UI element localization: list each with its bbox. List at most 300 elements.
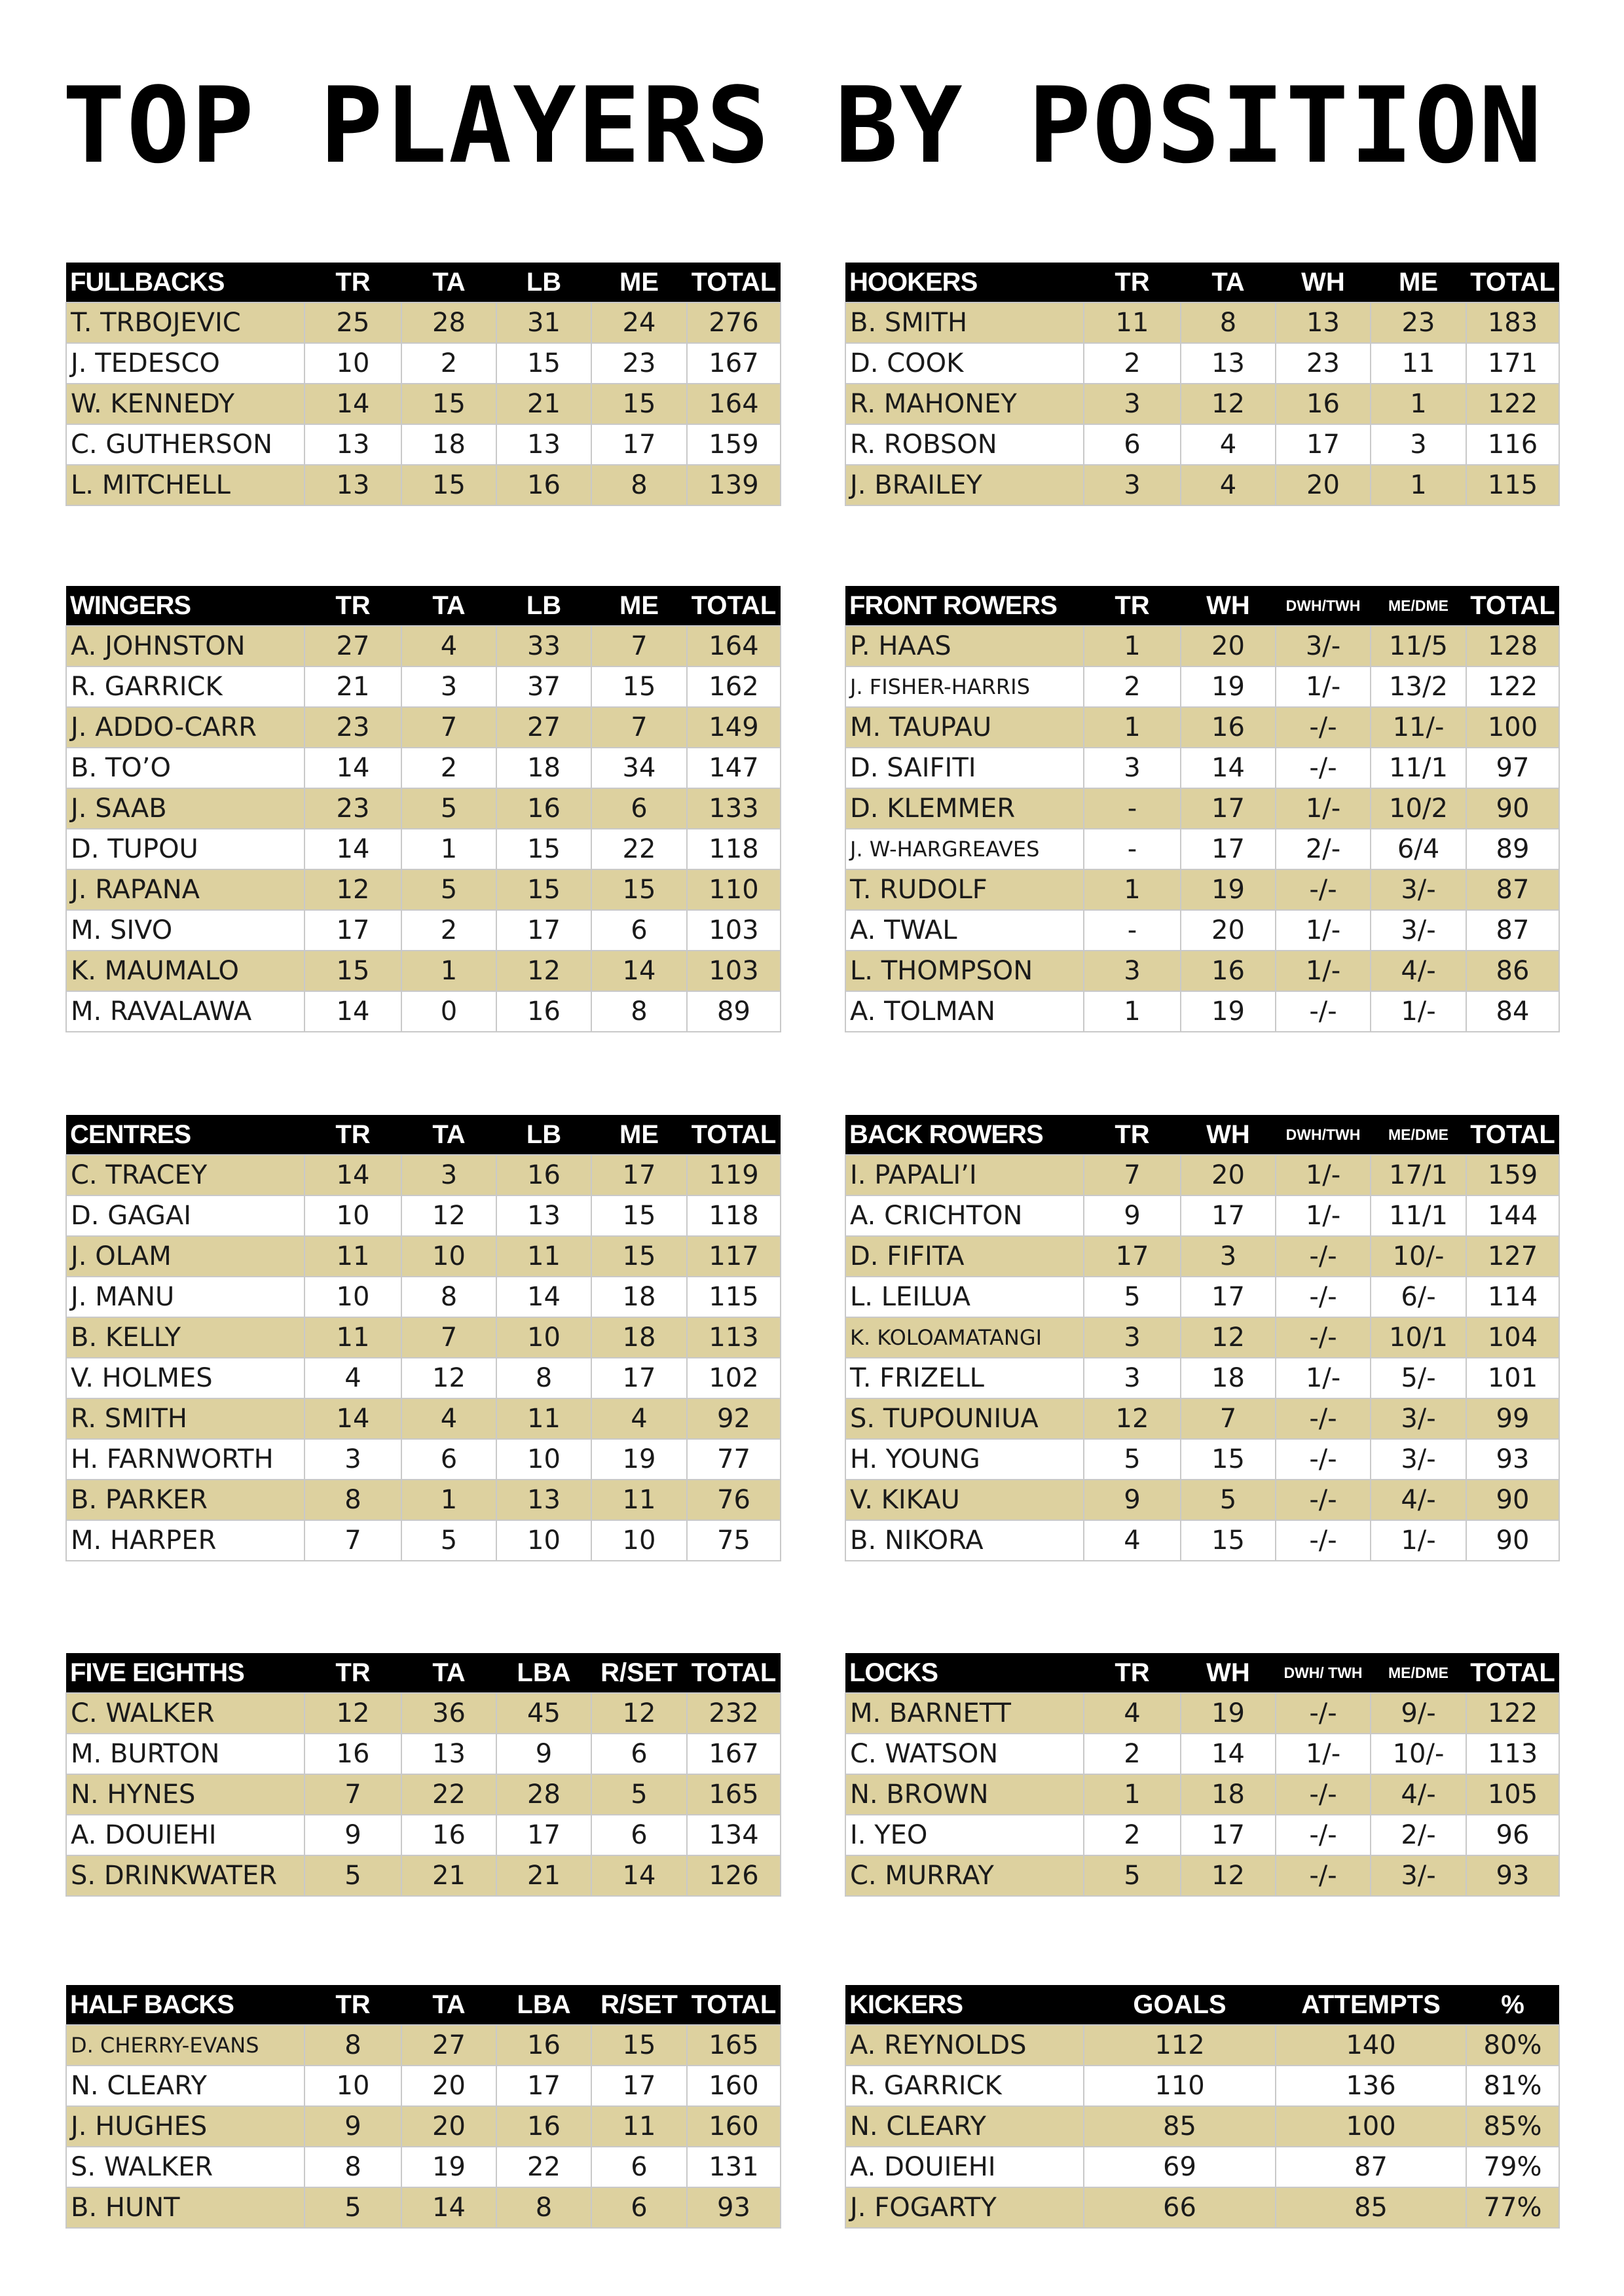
stat-cell: 20 xyxy=(1181,626,1276,666)
player-name: B. SMITH xyxy=(845,302,1084,343)
stat-cell: 6/4 xyxy=(1371,829,1466,869)
table-row xyxy=(66,1815,781,1855)
stat-cell: 17 xyxy=(591,2066,687,2106)
stat-cell: 17 xyxy=(1181,1195,1276,1236)
stat-cell: 17 xyxy=(1181,1277,1276,1317)
stat-cell: 171 xyxy=(1466,343,1559,384)
player-name: V. KIKAU xyxy=(845,1480,1084,1520)
stat-cell: 113 xyxy=(1466,1734,1559,1774)
player-name: J. ADDO-CARR xyxy=(66,707,304,748)
stat-cell: 69 xyxy=(1084,2147,1276,2187)
stat-cell: 232 xyxy=(687,1693,781,1734)
stat-cell: 1 xyxy=(1084,869,1181,910)
stat-cell: 24 xyxy=(591,302,687,343)
stat-cell: 22 xyxy=(591,829,687,869)
stat-cell: 1/- xyxy=(1276,1734,1371,1774)
player-name: T. RUDOLF xyxy=(845,869,1084,910)
stat-cell: 118 xyxy=(687,829,781,869)
stat-cell: 93 xyxy=(1466,1439,1559,1480)
stat-cell: 23 xyxy=(304,707,401,748)
stat-cell: 85% xyxy=(1466,2106,1559,2147)
table-row xyxy=(845,1520,1559,1561)
player-name: C. GUTHERSON xyxy=(66,424,304,465)
stat-cell: 8 xyxy=(304,1480,401,1520)
stat-cell: 76 xyxy=(687,1480,781,1520)
column-header: LB xyxy=(496,263,591,302)
stat-cell: 17 xyxy=(591,1155,687,1195)
stat-cell: 16 xyxy=(304,1734,401,1774)
stat-cell: 12 xyxy=(401,1195,496,1236)
player-name: N. BROWN xyxy=(845,1774,1084,1815)
stat-cell: 10 xyxy=(496,1439,591,1480)
stat-cell: 1 xyxy=(1084,991,1181,1032)
stat-cell: 37 xyxy=(496,666,591,707)
table-row xyxy=(66,302,781,343)
column-header: TR xyxy=(1084,1115,1181,1155)
table-row xyxy=(66,707,781,748)
player-name: C. WALKER xyxy=(66,1693,304,1734)
player-name: D. SAIFITI xyxy=(845,748,1084,788)
stat-cell: -/- xyxy=(1276,1439,1371,1480)
stat-cell: 4 xyxy=(591,1398,687,1439)
stat-cell: 33 xyxy=(496,626,591,666)
table-title: CENTRES xyxy=(66,1115,304,1155)
table-row xyxy=(66,1277,781,1317)
stat-cell: -/- xyxy=(1276,1398,1371,1439)
stat-cell: 80% xyxy=(1466,2025,1559,2066)
stat-cell: 21 xyxy=(401,1855,496,1896)
table-row xyxy=(66,1439,781,1480)
table-row xyxy=(845,1855,1559,1896)
column-header: ME xyxy=(591,586,687,626)
column-header: DWH/TWH xyxy=(1276,586,1371,626)
stat-cell: 90 xyxy=(1466,788,1559,829)
stat-cell: 4 xyxy=(1084,1693,1181,1734)
stat-cell: 5 xyxy=(401,1520,496,1561)
table-row xyxy=(66,991,781,1032)
stat-cell: 162 xyxy=(687,666,781,707)
table-row xyxy=(66,424,781,465)
stat-cell: 16 xyxy=(496,465,591,505)
stat-cell: 15 xyxy=(401,465,496,505)
player-name: S. WALKER xyxy=(66,2147,304,2187)
stat-cell: 116 xyxy=(1466,424,1559,465)
column-header: LBA xyxy=(496,1653,591,1693)
page-title: TOP PLAYERS BY POSITION xyxy=(62,64,1543,187)
table-title: FIVE EIGHTHS xyxy=(66,1653,304,1693)
stat-cell: 15 xyxy=(591,1195,687,1236)
column-header: TOTAL xyxy=(1466,1115,1559,1155)
table-row xyxy=(845,343,1559,384)
column-header: LBA xyxy=(496,1985,591,2025)
column-header: TOTAL xyxy=(687,586,781,626)
stat-cell: 92 xyxy=(687,1398,781,1439)
stat-cell: 14 xyxy=(1181,1734,1276,1774)
stat-cell: 17 xyxy=(591,1358,687,1398)
stat-cell: 0 xyxy=(401,991,496,1032)
player-name: C. MURRAY xyxy=(845,1855,1084,1896)
player-name: T. FRIZELL xyxy=(845,1358,1084,1398)
stat-cell: 13 xyxy=(304,465,401,505)
stat-cell: 2/- xyxy=(1371,1815,1466,1855)
stat-cell: 21 xyxy=(304,666,401,707)
column-header: TOTAL xyxy=(687,1985,781,2025)
stat-cell: 12 xyxy=(1181,1317,1276,1358)
table-row xyxy=(845,1155,1559,1195)
table-header-row xyxy=(845,1115,1559,1155)
stat-cell: -/- xyxy=(1276,991,1371,1032)
player-name: A. DOUIEHI xyxy=(845,2147,1084,2187)
stat-cell: 11 xyxy=(496,1236,591,1277)
table-row xyxy=(66,1520,781,1561)
player-name: J. FOGARTY xyxy=(845,2187,1084,2228)
player-name: M. TAUPAU xyxy=(845,707,1084,748)
stat-cell: 10 xyxy=(591,1520,687,1561)
table-row xyxy=(845,1815,1559,1855)
player-name: J. W-HARGREAVES xyxy=(845,829,1084,869)
stat-cell: 149 xyxy=(687,707,781,748)
stat-cell: 23 xyxy=(591,343,687,384)
table-row xyxy=(66,1480,781,1520)
stat-cell: 15 xyxy=(1181,1439,1276,1480)
stat-cell: 45 xyxy=(496,1693,591,1734)
table-row xyxy=(845,1398,1559,1439)
stat-cell: -/- xyxy=(1276,1693,1371,1734)
stat-cell: 131 xyxy=(687,2147,781,2187)
player-name: R. GARRICK xyxy=(845,2066,1084,2106)
stat-cell: 17 xyxy=(1276,424,1371,465)
stat-cell: 18 xyxy=(496,748,591,788)
player-name: R. MAHONEY xyxy=(845,384,1084,424)
stat-cell: 13 xyxy=(1276,302,1371,343)
stat-cell: 19 xyxy=(1181,1693,1276,1734)
player-name: I. PAPALI’I xyxy=(845,1155,1084,1195)
column-header: TA xyxy=(1181,263,1276,302)
table-header-row xyxy=(66,1985,781,2025)
player-name: J. OLAM xyxy=(66,1236,304,1277)
stat-cell: 10/2 xyxy=(1371,788,1466,829)
column-header: TR xyxy=(1084,263,1181,302)
stat-cell: 12 xyxy=(401,1358,496,1398)
hookers-table xyxy=(845,263,1560,506)
stat-cell: 7 xyxy=(401,1317,496,1358)
stat-cell: 115 xyxy=(1466,465,1559,505)
stat-cell: 89 xyxy=(1466,829,1559,869)
stat-cell: 28 xyxy=(496,1774,591,1815)
stat-cell: 9 xyxy=(496,1734,591,1774)
table-row xyxy=(66,748,781,788)
stat-cell: 167 xyxy=(687,1734,781,1774)
stat-cell: 1/- xyxy=(1276,788,1371,829)
table-row xyxy=(845,465,1559,505)
stat-cell: 1 xyxy=(1084,707,1181,748)
column-header: TOTAL xyxy=(1466,263,1559,302)
stat-cell: 8 xyxy=(304,2025,401,2066)
stat-cell: 101 xyxy=(1466,1358,1559,1398)
stat-cell: 4/- xyxy=(1371,951,1466,991)
player-name: J. HUGHES xyxy=(66,2106,304,2147)
player-name: T. TRBOJEVIC xyxy=(66,302,304,343)
stat-cell: 133 xyxy=(687,788,781,829)
stat-cell: 79% xyxy=(1466,2147,1559,2187)
stat-cell: 3 xyxy=(401,1155,496,1195)
stat-cell: 139 xyxy=(687,465,781,505)
player-name: P. HAAS xyxy=(845,626,1084,666)
stat-cell: 93 xyxy=(1466,1855,1559,1896)
stat-cell: - xyxy=(1084,910,1181,951)
table-row xyxy=(845,1693,1559,1734)
stat-cell: 11 xyxy=(1371,343,1466,384)
player-name: R. GARRICK xyxy=(66,666,304,707)
table-row xyxy=(845,2066,1559,2106)
stat-cell: 12 xyxy=(304,1693,401,1734)
stat-cell: 19 xyxy=(591,1439,687,1480)
stat-cell: 134 xyxy=(687,1815,781,1855)
stat-cell: 104 xyxy=(1466,1317,1559,1358)
stat-cell: 21 xyxy=(496,384,591,424)
stat-cell: 8 xyxy=(1181,302,1276,343)
stat-cell: 13 xyxy=(1181,343,1276,384)
stat-cell: 1/- xyxy=(1276,666,1371,707)
player-name: L. THOMPSON xyxy=(845,951,1084,991)
player-name: M. SIVO xyxy=(66,910,304,951)
player-name: J. BRAILEY xyxy=(845,465,1084,505)
stat-cell: 20 xyxy=(401,2066,496,2106)
stat-cell: -/- xyxy=(1276,1480,1371,1520)
stat-cell: 3 xyxy=(1084,748,1181,788)
column-header: TR xyxy=(1084,1653,1181,1693)
player-name: B. NIKORA xyxy=(845,1520,1084,1561)
stat-cell: 4 xyxy=(304,1358,401,1398)
stat-cell: 4/- xyxy=(1371,1774,1466,1815)
table-row xyxy=(66,2147,781,2187)
player-name: D. GAGAI xyxy=(66,1195,304,1236)
stat-cell: 15 xyxy=(591,2025,687,2066)
stat-cell: 16 xyxy=(401,1815,496,1855)
stat-cell: 13 xyxy=(496,1480,591,1520)
table-row xyxy=(845,1774,1559,1815)
stat-cell: 20 xyxy=(1181,910,1276,951)
stat-cell: 127 xyxy=(1466,1236,1559,1277)
wingers-table xyxy=(65,586,781,1032)
player-name: A. JOHNSTON xyxy=(66,626,304,666)
column-header: TA xyxy=(401,1115,496,1155)
column-header: GOALS xyxy=(1084,1985,1276,2025)
stat-cell: 11 xyxy=(1084,302,1181,343)
table-row xyxy=(845,1734,1559,1774)
stat-cell: 7 xyxy=(1084,1155,1181,1195)
table-row xyxy=(66,910,781,951)
stat-cell: 1 xyxy=(1084,1774,1181,1815)
column-header: DWH/ TWH xyxy=(1276,1653,1371,1693)
stat-cell: 7 xyxy=(591,626,687,666)
stat-cell: 12 xyxy=(1084,1398,1181,1439)
player-name: N. CLEARY xyxy=(66,2066,304,2106)
stat-cell: 140 xyxy=(1276,2025,1466,2066)
stat-cell: 3 xyxy=(1084,951,1181,991)
stat-cell: 5 xyxy=(304,2187,401,2228)
stat-cell: 10 xyxy=(496,1317,591,1358)
stat-cell: 14 xyxy=(401,2187,496,2228)
stat-cell: 17 xyxy=(1181,1815,1276,1855)
stat-cell: 2 xyxy=(1084,1734,1181,1774)
table-row xyxy=(66,1155,781,1195)
stat-cell: 3/- xyxy=(1371,869,1466,910)
player-name: B. TO’O xyxy=(66,748,304,788)
stat-cell: 84 xyxy=(1466,991,1559,1032)
stat-cell: 4 xyxy=(401,626,496,666)
player-name: D. COOK xyxy=(845,343,1084,384)
column-header: TOTAL xyxy=(687,1653,781,1693)
stat-cell: 15 xyxy=(1181,1520,1276,1561)
stat-cell: 14 xyxy=(304,1398,401,1439)
stat-cell: 6 xyxy=(401,1439,496,1480)
table-row xyxy=(66,1398,781,1439)
stat-cell: 165 xyxy=(687,2025,781,2066)
stat-cell: 13 xyxy=(401,1734,496,1774)
table-row xyxy=(845,302,1559,343)
stat-cell: 89 xyxy=(687,991,781,1032)
table-title: LOCKS xyxy=(845,1653,1084,1693)
table-row xyxy=(845,2025,1559,2066)
table-row xyxy=(66,666,781,707)
player-name: M. HARPER xyxy=(66,1520,304,1561)
column-header: TOTAL xyxy=(1466,586,1559,626)
table-row xyxy=(845,2147,1559,2187)
table-title: FRONT ROWERS xyxy=(845,586,1084,626)
column-header: TR xyxy=(1084,586,1181,626)
stat-cell: 19 xyxy=(1181,869,1276,910)
table-row xyxy=(845,2106,1559,2147)
player-name: S. DRINKWATER xyxy=(66,1855,304,1896)
player-name: J. SAAB xyxy=(66,788,304,829)
stat-cell: 13 xyxy=(304,424,401,465)
stat-cell: 6 xyxy=(591,2187,687,2228)
fullbacks-table xyxy=(65,263,781,506)
table-header-row xyxy=(845,1653,1559,1693)
stat-cell: 11 xyxy=(304,1317,401,1358)
stat-cell: 160 xyxy=(687,2066,781,2106)
stat-cell: 3/- xyxy=(1371,1855,1466,1896)
player-name: K. MAUMALO xyxy=(66,951,304,991)
stat-cell: 122 xyxy=(1466,1693,1559,1734)
stat-cell: 6 xyxy=(591,2147,687,2187)
stat-cell: 6/- xyxy=(1371,1277,1466,1317)
stat-cell: 11/- xyxy=(1371,707,1466,748)
stat-cell: 15 xyxy=(591,869,687,910)
table-header-row xyxy=(845,586,1559,626)
stat-cell: 7 xyxy=(304,1774,401,1815)
player-name: A. TOLMAN xyxy=(845,991,1084,1032)
player-name: K. KOLOAMATANGI xyxy=(845,1317,1084,1358)
player-name: A. DOUIEHI xyxy=(66,1815,304,1855)
stat-cell: 19 xyxy=(1181,991,1276,1032)
table-row xyxy=(845,2187,1559,2228)
stat-cell: 3 xyxy=(401,666,496,707)
stat-cell: 86 xyxy=(1466,951,1559,991)
table-row xyxy=(845,1236,1559,1277)
column-header: TR xyxy=(304,1115,401,1155)
stat-cell: -/- xyxy=(1276,1520,1371,1561)
player-name: I. YEO xyxy=(845,1815,1084,1855)
stat-cell: 2/- xyxy=(1276,829,1371,869)
table-row xyxy=(66,2025,781,2066)
column-header: TOTAL xyxy=(1466,1653,1559,1693)
stat-cell: 117 xyxy=(687,1236,781,1277)
stat-cell: 110 xyxy=(687,869,781,910)
column-header: TR xyxy=(304,263,401,302)
stat-cell: 75 xyxy=(687,1520,781,1561)
stat-cell: 13/2 xyxy=(1371,666,1466,707)
player-name: A. REYNOLDS xyxy=(845,2025,1084,2066)
stat-cell: 4/- xyxy=(1371,1480,1466,1520)
table-row xyxy=(66,2187,781,2228)
stat-cell: 167 xyxy=(687,343,781,384)
player-name: R. ROBSON xyxy=(845,424,1084,465)
stat-cell: 20 xyxy=(401,2106,496,2147)
stat-cell: 2 xyxy=(401,343,496,384)
stat-cell: 126 xyxy=(687,1855,781,1896)
player-name: C. WATSON xyxy=(845,1734,1084,1774)
stat-cell: 103 xyxy=(687,951,781,991)
column-header: DWH/TWH xyxy=(1276,1115,1371,1155)
stat-cell: 3 xyxy=(1371,424,1466,465)
table-row xyxy=(66,384,781,424)
stat-cell: 128 xyxy=(1466,626,1559,666)
stat-cell: 3 xyxy=(304,1439,401,1480)
stat-cell: 7 xyxy=(591,707,687,748)
player-name: B. PARKER xyxy=(66,1480,304,1520)
player-name: N. CLEARY xyxy=(845,2106,1084,2147)
stat-cell: 4 xyxy=(1084,1520,1181,1561)
stat-cell: 17 xyxy=(1181,829,1276,869)
stat-cell: 3 xyxy=(1181,1236,1276,1277)
half-backs-table xyxy=(65,1985,781,2229)
stat-cell: 16 xyxy=(496,2025,591,2066)
stat-cell: 10 xyxy=(304,1195,401,1236)
stat-cell: 28 xyxy=(401,302,496,343)
stat-cell: 96 xyxy=(1466,1815,1559,1855)
table-row xyxy=(66,1358,781,1398)
table-row xyxy=(66,869,781,910)
stat-cell: 8 xyxy=(496,2187,591,2228)
table-title: HOOKERS xyxy=(845,263,1084,302)
table-row xyxy=(66,2066,781,2106)
kickers-table xyxy=(845,1985,1560,2229)
stat-cell: 18 xyxy=(591,1277,687,1317)
stat-cell: 5 xyxy=(304,1855,401,1896)
stat-cell: 5 xyxy=(1181,1480,1276,1520)
stat-cell: 4 xyxy=(401,1398,496,1439)
centres-table xyxy=(65,1115,781,1561)
stat-cell: 90 xyxy=(1466,1480,1559,1520)
stat-cell: 36 xyxy=(401,1693,496,1734)
stat-cell: 10 xyxy=(304,2066,401,2106)
table-row xyxy=(66,1693,781,1734)
player-name: A. CRICHTON xyxy=(845,1195,1084,1236)
stat-cell: 5 xyxy=(591,1774,687,1815)
locks-table xyxy=(845,1653,1560,1897)
stat-cell: 17 xyxy=(1084,1236,1181,1277)
column-header: TR xyxy=(304,1653,401,1693)
stat-cell: 16 xyxy=(1181,951,1276,991)
stat-cell: 3 xyxy=(1084,465,1181,505)
stat-cell: 87 xyxy=(1276,2147,1466,2187)
stat-cell: -/- xyxy=(1276,1277,1371,1317)
stat-cell: 1 xyxy=(401,951,496,991)
stat-cell: -/- xyxy=(1276,748,1371,788)
stat-cell: 112 xyxy=(1084,2025,1276,2066)
